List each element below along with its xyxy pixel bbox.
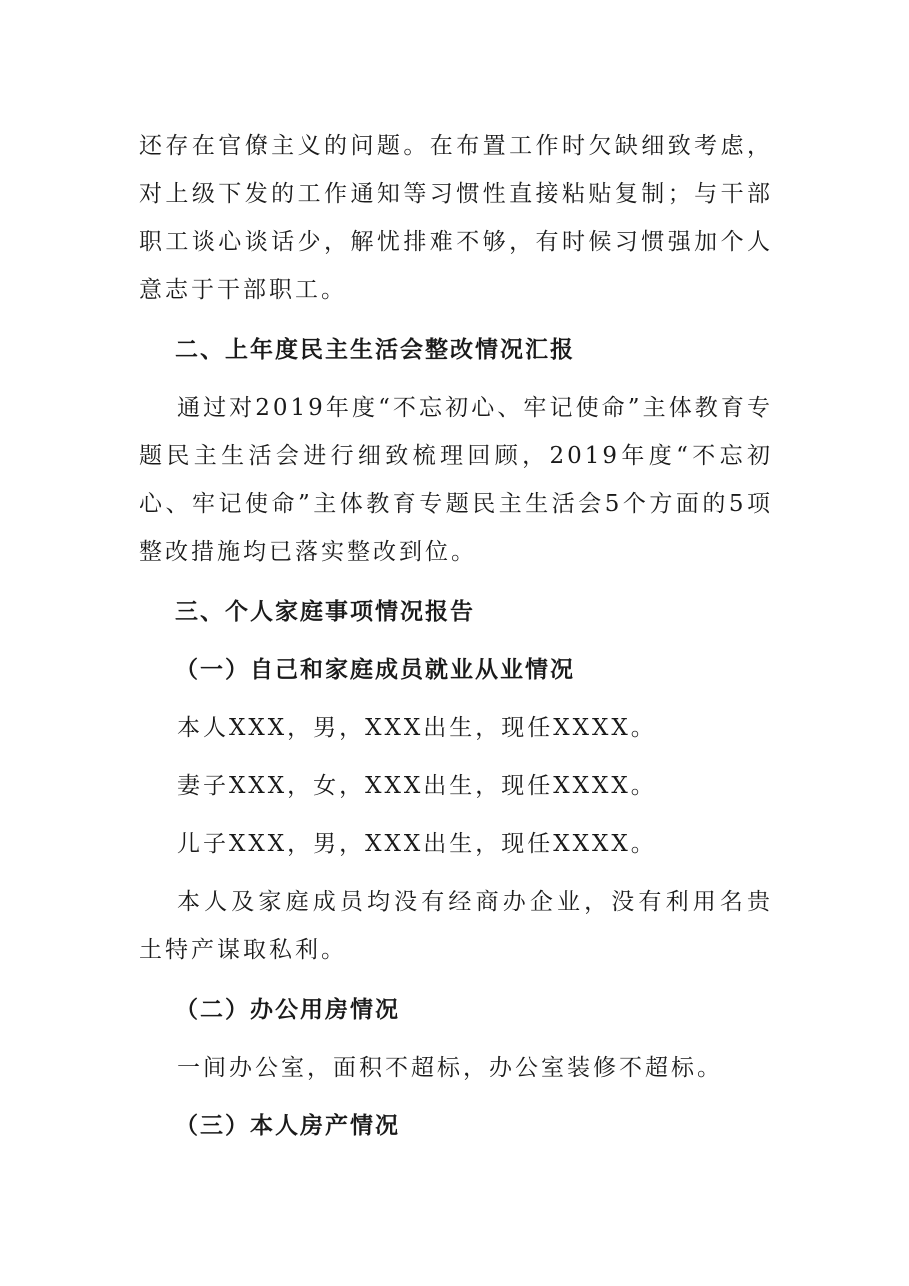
spacer: [139, 314, 773, 326]
paragraph-business: 本人及家庭成员均没有经商办企业，没有利用名贵土特产谋取私利。: [139, 889, 773, 963]
section-heading-rectification: 二、上年度民主生活会整改情况汇报: [175, 337, 575, 363]
spacer: [139, 1092, 773, 1102]
paragraph-wife: 妻子XXX，女，XXX出生，现任XXXX。: [177, 773, 657, 799]
spacer: [139, 810, 773, 820]
spacer: [139, 1034, 773, 1044]
subsection-heading-property: （三）本人房产情况: [175, 1113, 400, 1139]
spacer: [139, 694, 773, 704]
section-heading-family-report: 三、个人家庭事项情况报告: [175, 599, 475, 625]
document-body: [139, 122, 773, 1150]
paragraph-son: 儿子XXX，男，XXX出生，现任XXXX。: [177, 831, 657, 857]
subsection-heading-office: （二）办公用房情况: [175, 997, 400, 1023]
paragraph-rectification: 通过对2019年度“不忘初心、牢记使命”主体教育专题民主生活会进行细致梳理回顾，2019年度“不忘初心、牢记使命”主体教育专题民主生活会5个方面的5项整改措施均已落实整改到位。: [139, 395, 773, 565]
spacer: [139, 636, 773, 646]
paragraph-bureaucratism: 还存在官僚主义的问题。在布置工作时欠缺细致考虑，对上级下发的工作通知等习惯性直接粘贴复制；与干部职工谈心谈话少，解忧排难不够，有时候习惯强加个人意志于干部职工。: [139, 133, 773, 303]
spacer: [139, 374, 773, 384]
paragraph-office: 一间办公室，面积不超标，办公室装修不超标。: [177, 1055, 723, 1081]
spacer: [139, 868, 773, 878]
paragraph-self: 本人XXX，男，XXX出生，现任XXXX。: [177, 715, 657, 741]
spacer: [139, 576, 773, 588]
subsection-heading-employment: （一）自己和家庭成员就业从业情况: [175, 657, 575, 683]
spacer: [139, 974, 773, 986]
spacer: [139, 752, 773, 762]
